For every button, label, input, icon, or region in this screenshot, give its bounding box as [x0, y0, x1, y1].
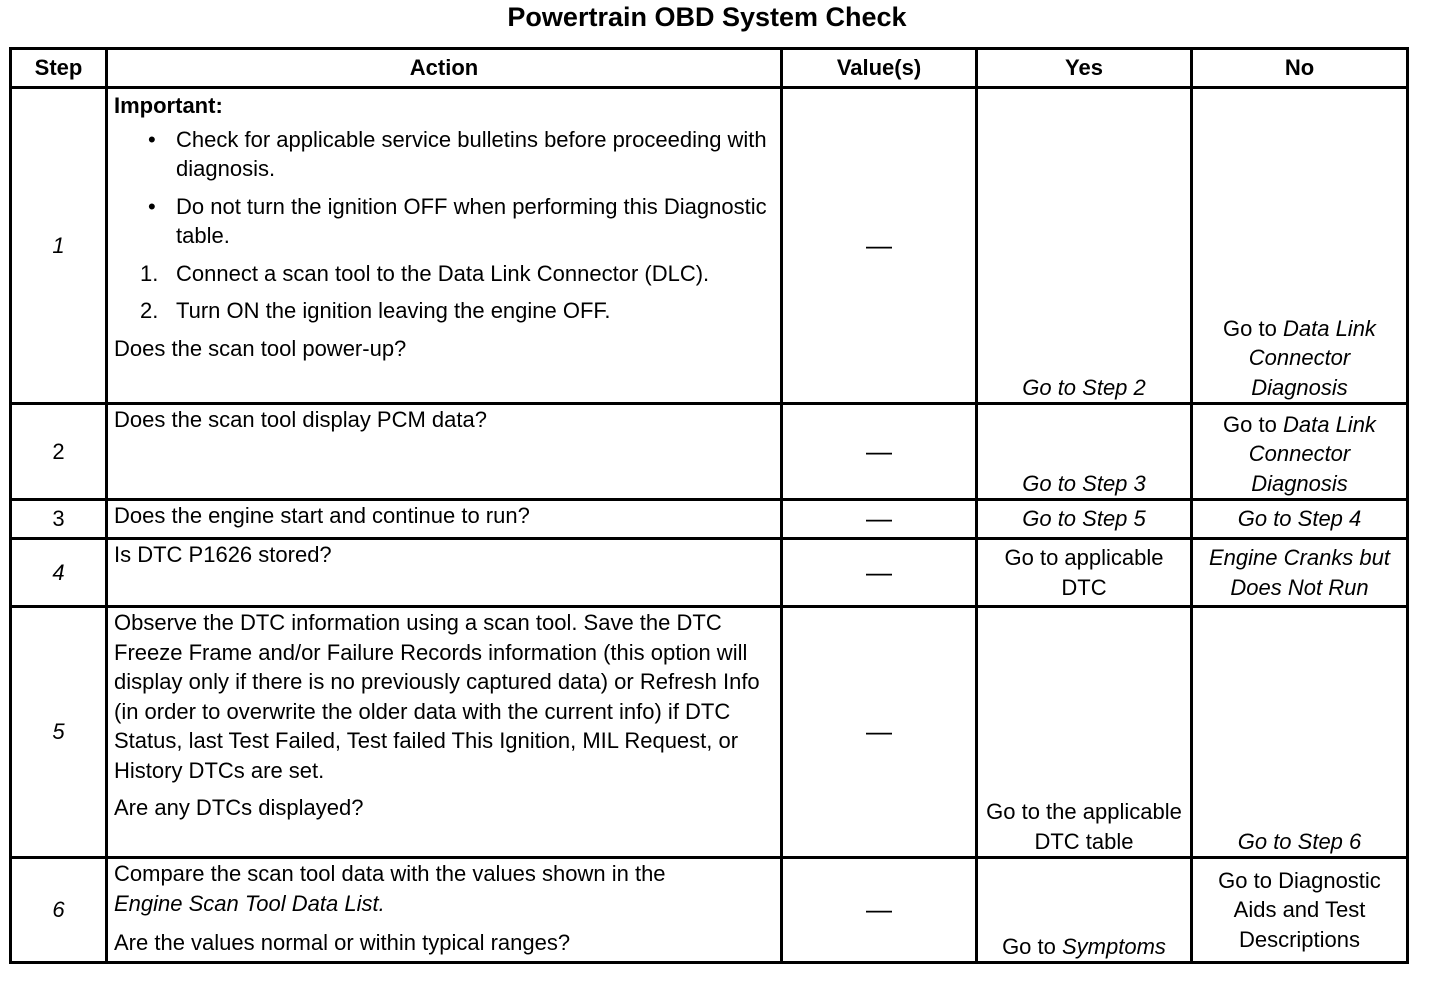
no-link[interactable]: Go to Step 6: [1192, 607, 1408, 858]
instruction-text: Compare the scan tool data with the values shown in the: [114, 861, 666, 886]
yes-prefix: Go to: [1002, 933, 1056, 959]
bullet-item: • Do not turn the ignition OFF when performing this Diagnostic table.: [148, 193, 767, 248]
important-label: Important:: [114, 93, 223, 118]
page-title: Powertrain OBD System Check: [507, 2, 907, 32]
value-cell: —: [782, 500, 977, 539]
step-number: 1: [11, 88, 107, 404]
value-cell: —: [782, 858, 977, 963]
no-link[interactable]: Engine Cranks but Does Not Run: [1192, 539, 1408, 607]
data-list-link[interactable]: Engine Scan Tool Data List.: [114, 890, 385, 916]
yes-cell[interactable]: [977, 858, 1192, 963]
header-yes: Yes: [977, 49, 1192, 88]
action-cell: [107, 607, 782, 858]
numbered-item: [140, 296, 774, 326]
step-number: 4: [11, 539, 107, 607]
question-text: Does the engine start and continue to run?: [114, 503, 530, 528]
yes-link[interactable]: Go to the applicable DTC table: [977, 607, 1192, 858]
bullet-text: Do not turn the ignition OFF when performing this Diagnostic table.: [176, 193, 767, 248]
item-number: 2.: [140, 298, 159, 323]
header-step: Step: [11, 49, 107, 88]
header-row: [11, 49, 1408, 88]
value-cell: —: [782, 539, 977, 607]
question-text: Does the scan tool power-up?: [114, 335, 407, 361]
action-cell: [107, 500, 782, 539]
action-cell: [107, 88, 782, 404]
no-link[interactable]: Data Link Connector Diagnosis: [1248, 411, 1376, 496]
header-action: Action: [107, 49, 782, 88]
no-link[interactable]: Go to Diagnostic Aids and Test Descriptions: [1192, 858, 1408, 963]
step-number: 5: [11, 607, 107, 858]
value-cell: —: [782, 404, 977, 500]
numbered-list: [114, 259, 774, 326]
bullet-item: • Check for applicable service bulletins before proceeding with diagnosis.: [148, 126, 767, 181]
bullet-text: Check for applicable service bulletins before proceeding with diagnosis.: [176, 126, 767, 181]
yes-link[interactable]: Go to applicable DTC: [977, 539, 1192, 607]
table-row: [11, 500, 1408, 539]
symptoms-link[interactable]: Symptoms: [1062, 933, 1166, 959]
question-text: Is DTC P1626 stored?: [114, 542, 332, 567]
no-prefix: Go to: [1223, 315, 1277, 341]
no-link[interactable]: Go to Step 4: [1192, 500, 1408, 539]
no-cell[interactable]: [1192, 404, 1408, 500]
table-row: [11, 539, 1408, 607]
value-cell: —: [782, 607, 977, 858]
header-no: No: [1192, 49, 1408, 88]
question-text: Are the values normal or within typical ranges?: [114, 930, 571, 955]
action-cell: [107, 404, 782, 500]
numbered-item: [140, 259, 774, 289]
item-text: Turn ON the ignition leaving the engine OFF.: [176, 298, 611, 323]
item-text: Connect a scan tool to the Data Link Connector (DLC).: [176, 260, 710, 286]
table-row: [11, 88, 1408, 404]
step-number: 2: [11, 404, 107, 500]
header-values: Value(s): [782, 49, 977, 88]
yes-link[interactable]: Go to Step 2: [977, 88, 1192, 404]
table-row: [11, 858, 1408, 963]
action-cell: [107, 539, 782, 607]
table-row: [11, 607, 1408, 858]
question-text: Are any DTCs displayed?: [114, 795, 364, 820]
instruction-text: Observe the DTC information using a scan tool. Save the DTC Freeze Frame and/or Failure Records information (this option will display only if there is no previously captured data) or Refresh Info (in order to overwrite the older data with the current info) if DTC Status, last Test Failed, Test failed This Ignition, MIL Request, or History DTCs are set.: [114, 610, 760, 783]
item-number: 1.: [140, 260, 159, 286]
bullet-list: [114, 125, 774, 251]
yes-link[interactable]: Go to Step 3: [977, 404, 1192, 500]
no-link[interactable]: Data Link Connector Diagnosis: [1248, 315, 1376, 400]
yes-link[interactable]: Go to Step 5: [977, 500, 1192, 539]
step-number: 3: [11, 500, 107, 539]
no-cell[interactable]: [1192, 88, 1408, 404]
question-text: Does the scan tool display PCM data?: [114, 407, 487, 432]
step-number: 6: [11, 858, 107, 963]
table-row: [11, 404, 1408, 500]
action-cell: [107, 858, 782, 963]
no-prefix: Go to: [1223, 411, 1277, 437]
diagnostic-table: [9, 47, 1409, 964]
value-cell: —: [782, 88, 977, 404]
